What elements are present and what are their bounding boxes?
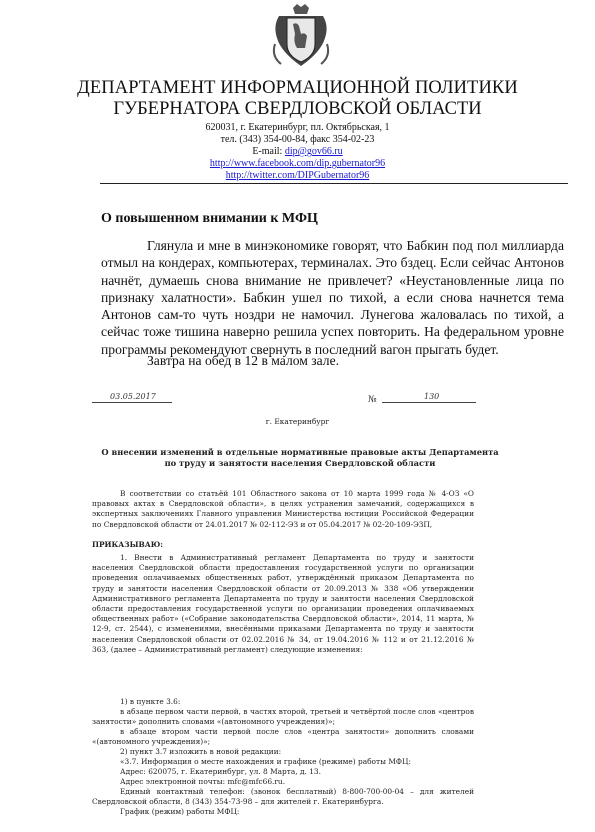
order-title-line2: по труду и занятости населения Свердловской области: [164, 458, 436, 468]
order-sub-1b: в абзаце втором части первой после слов «центра занятости» дополнить словами «(автономного учреждения)»;: [92, 727, 474, 747]
email-line: [0, 146, 595, 157]
letter-closing: Завтра на обед в 12 в малом зале.: [147, 353, 340, 368]
order-sub-1: 1) в пункте 3.6:: [120, 697, 181, 706]
order-title-line1: О внесении изменений в отдельные нормативные правовые акты Департамента: [101, 447, 499, 457]
number-underline: [382, 402, 476, 403]
department-title-line1: ДЕПАРТАМЕНТ ИНФОРМАЦИОННОЙ ПОЛИТИКИ: [77, 78, 518, 98]
order-sub-1a: в абзаце первом части первой, в частях второй, третьей и четвёртой после слов «центров занятости» дополнить словами «(автономного учреждения)»;: [92, 707, 474, 727]
facebook-link[interactable]: http://www.facebook.com/dip.gubernator96: [209, 158, 386, 169]
letter-heading: О повышенном внимании к МФЦ: [101, 211, 318, 226]
order-sub-2a: «3.7. Информация о месте нахождения и графике (режиме) работы МФЦ:: [120, 757, 411, 766]
order-sub-2c: Адрес электронной почты: mfc@mfc66.ru.: [120, 777, 286, 786]
email-link[interactable]: dip@gov66.ru: [284, 146, 343, 157]
order-item-1: 1. Внести в Административный регламент Департамента по труду и занятости населения Свердловской области предоставления государственной услуги по организации проведения оплачиваемых общественных работ, утверждённый приказом Департамента по труду и занятости населения Свердловской области от 20.09.2013 № 338 «Об утверждении Административного регламента Департамента по труду и занятости населения Свердловской области предоставления государственной услуги по организации проведения оплачиваемых общественных работ» («Собрание законодательства Свердловской области», 2014, 11 марта, № 12-9, ст. 2544), с изменениями, внесёнными приказами Департамента по труду и занятости населения Свердловской области от 02.02.2016 № 34, от 19.04.2016 № 112 и от 21.12.2016 № 363, (далее – Административный регламент) следующие изменения:: [92, 553, 474, 654]
twitter-link[interactable]: http://twitter.com/DIPGubernator96: [225, 170, 370, 181]
order-decree-word: ПРИКАЗЫВАЮ:: [92, 540, 163, 549]
twitter-line: [0, 170, 595, 181]
phone-line: тел. (343) 354-00-84, факс 354-02-23: [220, 134, 375, 145]
order-date: 03.05.2017: [110, 392, 156, 401]
order-number-label: №: [368, 395, 377, 405]
order-sub-2d: Единый контактный телефон: (звонок бесплатный) 8-800-700-00-04 – для жителей Свердловской области, 8 (343) 354-73-98 – для жителей г. Екатеринбурга.: [92, 787, 474, 807]
address-line: 620031, г. Екатеринбург, пл. Октябрьская, 1: [205, 122, 390, 133]
order-sub-2b: Адрес: 620075, г. Екатеринбург, ул. 8 Марта, д. 13.: [120, 767, 321, 776]
facebook-line: [0, 158, 595, 169]
letterhead-divider: [100, 183, 568, 184]
coat-of-arms-emblem: [271, 4, 331, 70]
email-label: E-mail:: [252, 146, 285, 157]
order-city: г. Екатеринбург: [265, 417, 330, 426]
order-sub-2: 2) пункт 3.7 изложить в новой редакции:: [120, 747, 282, 756]
letter-body: Глянула и мне в минэкономике говорят, что Бабкин под пол миллиарда отмыл на кондерах, компьютерах, терминалах. Это бздец. Если сейчас Антонов начнёт, думаешь снова внимание не привлечет? «Неустановленные лица по признаку халатности». Бабкин ушел по тихой, а если снова начнется тема Антонов сам-то чуть ноздри не намочил. Лунегова жаловалась по тихой, а сейчас тоже тишина наверно решила успех повторить. На федеральном уровне программы рекомендуют свернуть в последний вагон прыгать будет.: [101, 238, 564, 357]
order-preamble: В соответствии со статьёй 101 Областного закона от 10 марта 1999 года № 4-ОЗ «О правовых актах в Свердловской области», в целях устранения замечаний, содержащихся в экспертных заключениях Главного управления Министерства юстиции Российской Федерации по Свердловской области от 24.01.2017 № 02-112-ЭЗ и от 05.04.2017 № 02-20-109-ЭЗП,: [92, 489, 474, 529]
date-underline: [92, 402, 172, 403]
order-number: 130: [424, 392, 440, 401]
order-sub-2e: График (режим) работы МФЦ:: [120, 807, 240, 816]
department-title-line2: ГУБЕРНАТОРА СВЕРДЛОВСКОЙ ОБЛАСТИ: [113, 99, 482, 119]
